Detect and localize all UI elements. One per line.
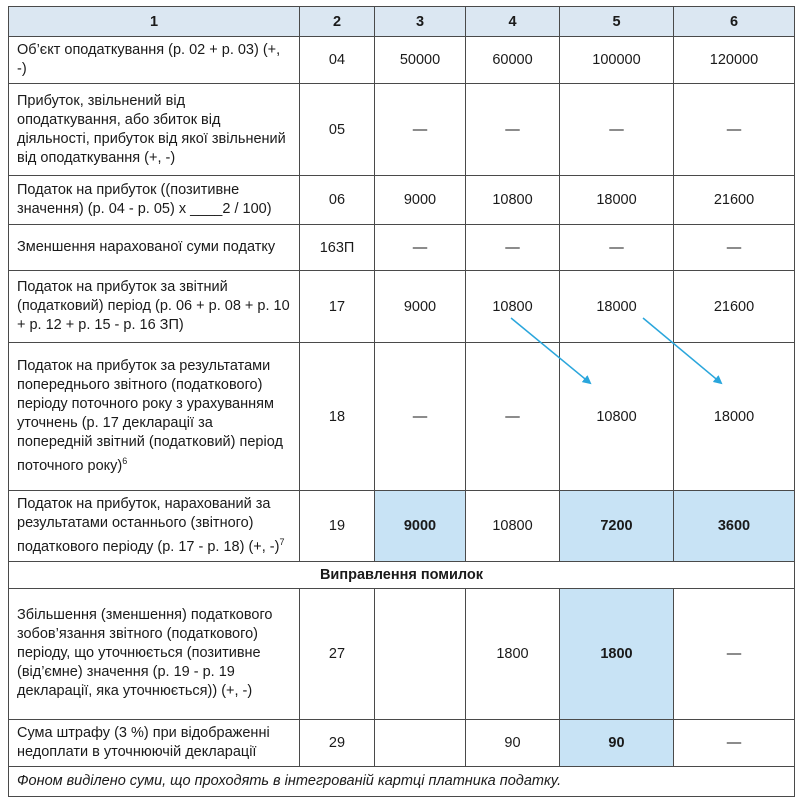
value-cell: — — [466, 343, 560, 491]
highlighted-value-cell: 7200 — [560, 491, 674, 562]
value-cell: — — [674, 225, 795, 271]
row-label — [9, 491, 300, 562]
row-code: 06 — [300, 176, 375, 225]
row-code: 29 — [300, 719, 375, 766]
row-label-text: Податок на прибуток, нарахований за результатами останнього (звітного) податкового періоду (р. 17 - р. 18) (+, -) — [17, 496, 280, 555]
table-row — [9, 719, 795, 766]
highlighted-value-cell: 9000 — [375, 491, 466, 562]
row-label: Податок на прибуток ((позитивне значення) (р. 04 - р. 05) х ____2 / 100) — [9, 176, 300, 225]
highlighted-value-cell: 1800 — [560, 588, 674, 719]
row-code: 27 — [300, 588, 375, 719]
value-cell: — — [674, 588, 795, 719]
row-code: 19 — [300, 491, 375, 562]
section-title: Виправлення помилок — [9, 561, 795, 588]
value-cell: — — [560, 84, 674, 176]
row-label: Об’єкт оподаткування (р. 02 + р. 03) (+, -) — [9, 37, 300, 84]
value-cell: 60000 — [466, 37, 560, 84]
value-cell: 120000 — [674, 37, 795, 84]
header-cell-6: 6 — [674, 7, 795, 37]
table-row — [9, 176, 795, 225]
value-cell: — — [560, 225, 674, 271]
value-cell: — — [375, 84, 466, 176]
value-cell: 10800 — [466, 271, 560, 343]
value-cell: — — [375, 343, 466, 491]
table-row — [9, 271, 795, 343]
tax-table — [8, 6, 795, 797]
value-cell: 21600 — [674, 271, 795, 343]
value-cell: 18000 — [674, 343, 795, 491]
value-cell — [375, 588, 466, 719]
table-row — [9, 225, 795, 271]
row-code: 17 — [300, 271, 375, 343]
table-row — [9, 588, 795, 719]
value-cell: 10800 — [466, 176, 560, 225]
footnote-ref: 6 — [122, 456, 128, 467]
row-label: Збільшення (зменшення) податкового зобов’язання звітного (податкового) періоду, що уточнюється (позитивне (від’ємне) значення (р. 19 - р. 19 декларації, яка уточнюється)) (+, -) — [9, 588, 300, 719]
header-cell-5: 5 — [560, 7, 674, 37]
value-cell: 9000 — [375, 176, 466, 225]
row-label — [9, 343, 300, 491]
highlighted-value-cell: 90 — [560, 719, 674, 766]
value-cell: — — [375, 225, 466, 271]
value-cell: 21600 — [674, 176, 795, 225]
value-cell: 100000 — [560, 37, 674, 84]
table-row — [9, 37, 795, 84]
footnote: Фоном виділено суми, що проходять в інтегрованій картці платника податку. — [9, 766, 795, 796]
table-row — [9, 84, 795, 176]
footnote-ref: 7 — [279, 537, 285, 547]
header-cell-4: 4 — [466, 7, 560, 37]
row-code: 18 — [300, 343, 375, 491]
section-row — [9, 561, 795, 588]
row-label: Сума штрафу (3 %) при відображенні недоплати в уточнюючій декларації — [9, 719, 300, 766]
highlighted-value-cell: 3600 — [674, 491, 795, 562]
header-row — [9, 7, 795, 37]
value-cell: 18000 — [560, 271, 674, 343]
row-label: Зменшення нарахованої суми податку — [9, 225, 300, 271]
value-cell — [375, 719, 466, 766]
table-row — [9, 343, 795, 491]
value-cell: 18000 — [560, 176, 674, 225]
value-cell: — — [466, 225, 560, 271]
value-cell: 9000 — [375, 271, 466, 343]
value-cell: 10800 — [560, 343, 674, 491]
footnote-row — [9, 766, 795, 796]
header-cell-1: 1 — [9, 7, 300, 37]
table-row — [9, 491, 795, 562]
value-cell: — — [674, 719, 795, 766]
value-cell: 10800 — [466, 491, 560, 562]
header-cell-3: 3 — [375, 7, 466, 37]
row-code: 05 — [300, 84, 375, 176]
value-cell: 1800 — [466, 588, 560, 719]
value-cell: — — [466, 84, 560, 176]
row-code: 163П — [300, 225, 375, 271]
value-cell: 50000 — [375, 37, 466, 84]
value-cell: 90 — [466, 719, 560, 766]
value-cell: — — [674, 84, 795, 176]
header-cell-2: 2 — [300, 7, 375, 37]
row-label-text: Податок на прибуток за результатами попереднього звітного (податкового) періоду поточного року з урахуванням уточнень (р. 17 декларації за попередній звітний (податковий) період поточного року) — [17, 358, 283, 474]
row-code: 04 — [300, 37, 375, 84]
row-label: Прибуток, звільнений від оподаткування, або збиток від діяльності, прибуток від якої звільнений від оподаткування (+, -) — [9, 84, 300, 176]
row-label: Податок на прибуток за звітний (податковий) період (р. 06 + р. 08 + р. 10 + р. 12 + р. 15 - р. 16 ЗП) — [9, 271, 300, 343]
